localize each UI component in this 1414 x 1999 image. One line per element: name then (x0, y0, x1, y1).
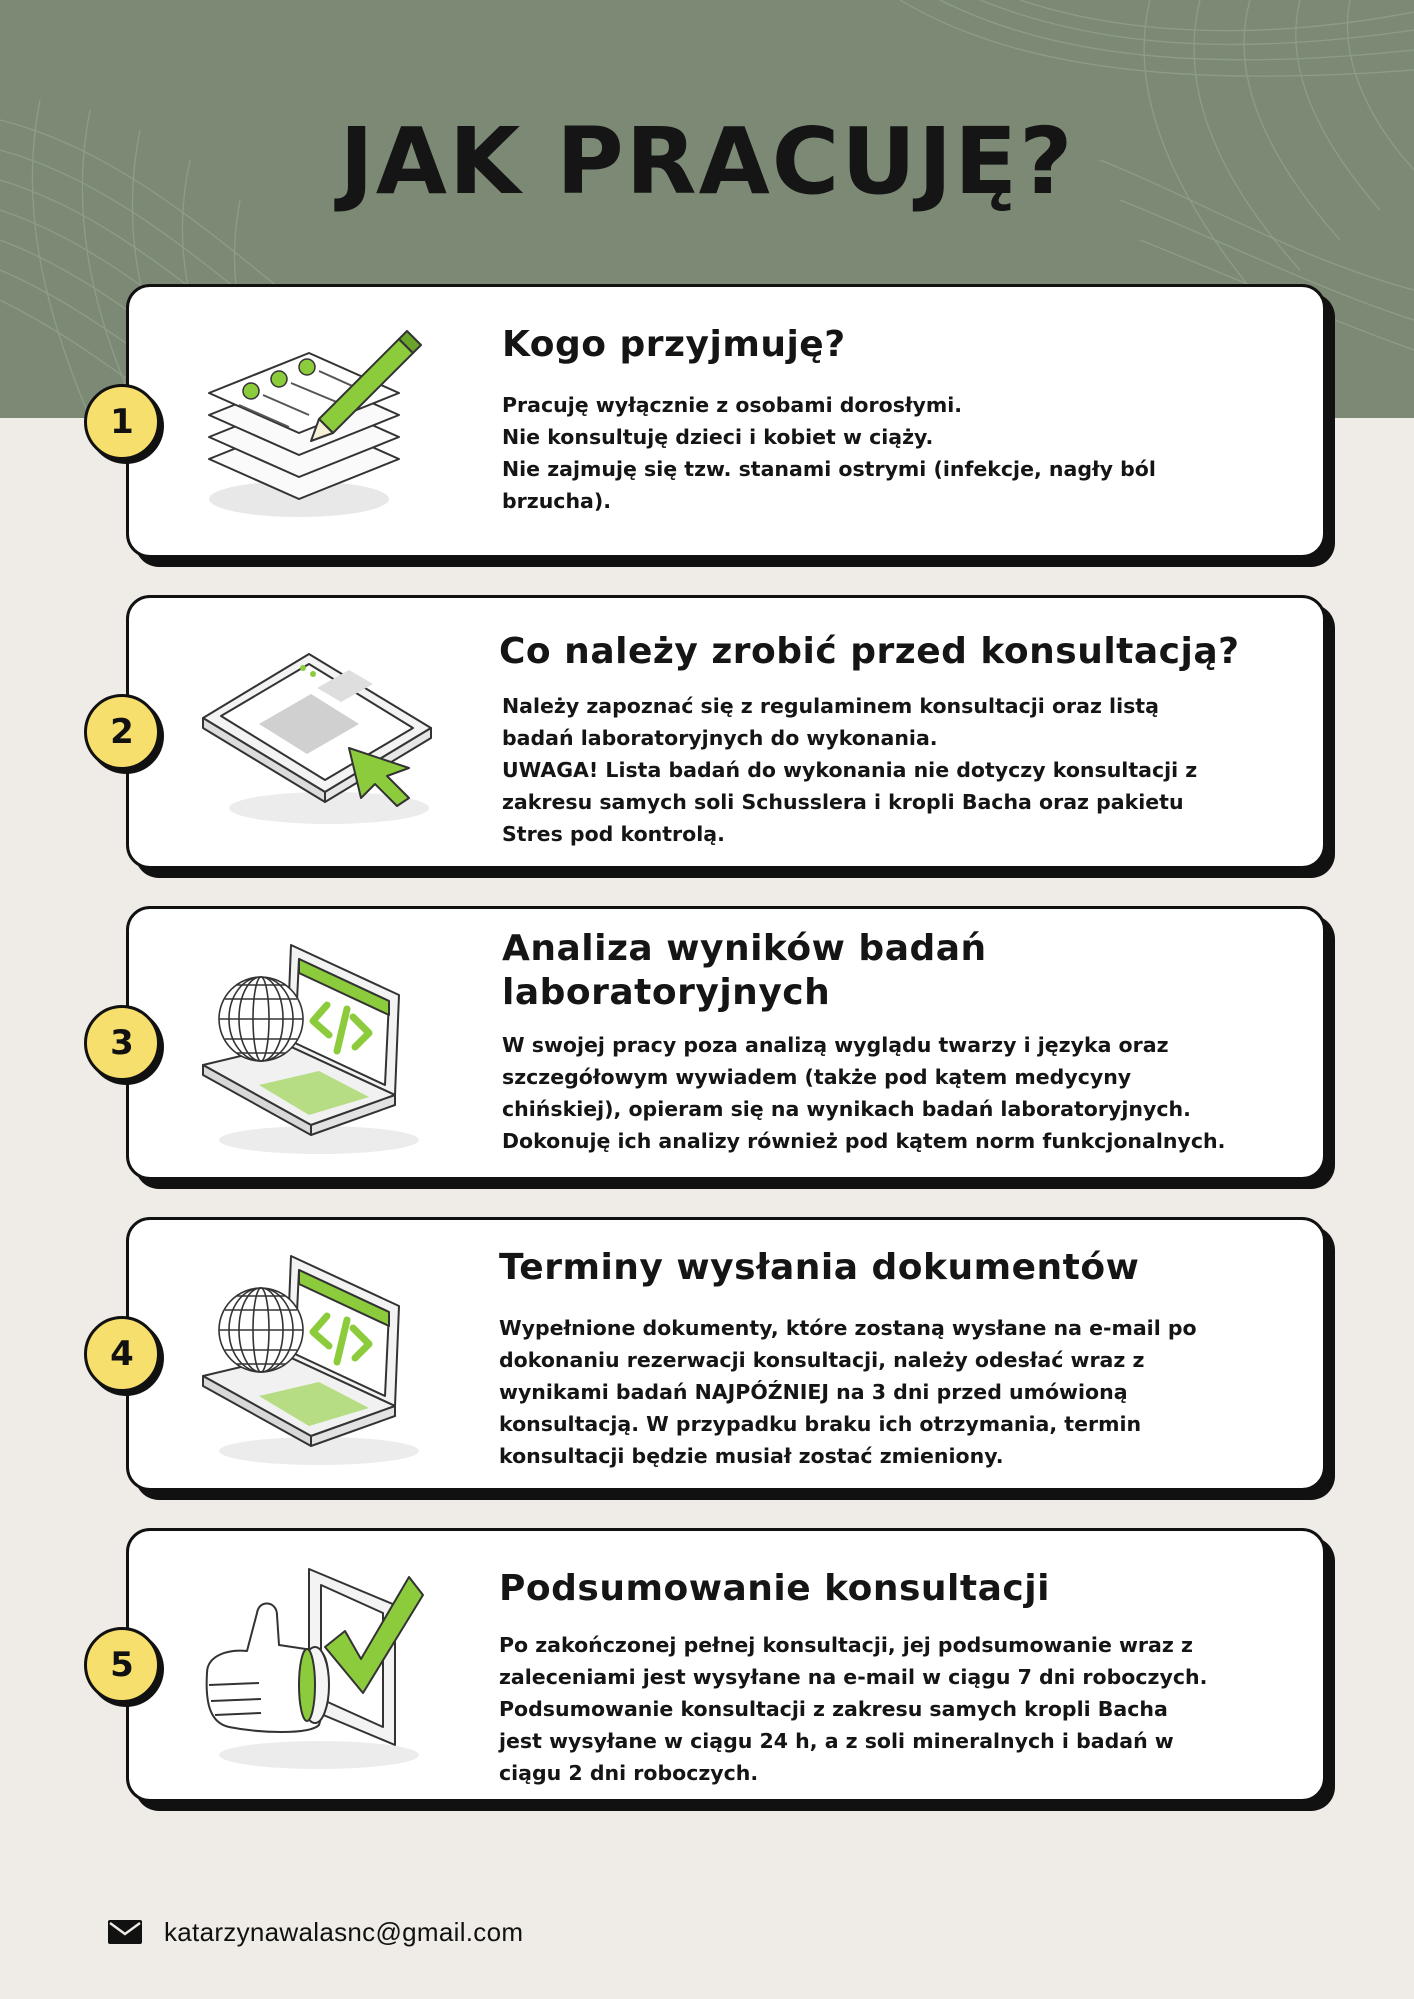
step-title-3 (502, 927, 987, 1015)
step-text-line: brzucha). (502, 489, 612, 513)
laptop-globe-code-icon (199, 935, 429, 1165)
step-card-3 (126, 906, 1326, 1180)
contact-email[interactable]: katarzynawalasnc@gmail.com (164, 1916, 524, 1947)
document-stack-pencil-icon (199, 309, 429, 529)
step-card-2 (126, 595, 1326, 869)
step-text-line: Pracuję wyłącznie z osobami dorosłymi. (502, 393, 963, 417)
step-number-badge-3: 3 (84, 1005, 160, 1081)
step-text-line: UWAGA! Lista badań do wykonania nie dotyczy konsultacji z (502, 758, 1198, 782)
step-text-line: Podsumowanie konsultacji z zakresu samych kropli Bacha (499, 1697, 1168, 1721)
step-text-line: Wypełnione dokumenty, które zostaną wysłane na e-mail po (499, 1316, 1197, 1340)
step-text-line: dokonaniu rezerwacji konsultacji, należy odesłać wraz z (499, 1348, 1145, 1372)
step-text-line: Nie konsultuję dzieci i kobiet w ciąży. (502, 425, 934, 449)
envelope-icon (108, 1920, 142, 1944)
step-text-1 (502, 389, 1156, 517)
step-text-line: Stres pod kontrolą. (502, 822, 725, 846)
step-text-line: Nie zajmuję się tzw. stanami ostrymi (infekcje, nagły ból (502, 457, 1156, 481)
step-text-line: szczegółowym wywiadem (także pod kątem medycyny (502, 1065, 1132, 1089)
step-text-line: wynikami badań NAJPÓŹNIEJ na 3 dni przed umówioną (499, 1380, 1128, 1404)
step-number-badge-1: 1 (84, 384, 160, 460)
step-text-line: Dokonuję ich analizy również pod kątem norm funkcjonalnych. (502, 1129, 1226, 1153)
page-title: JAK PRACUJĘ? (339, 108, 1075, 215)
step-title-line: laboratoryjnych (502, 972, 831, 1013)
step-text-line: zaleceniami jest wysyłane na e-mail w ciągu 7 dni roboczych. (499, 1665, 1208, 1689)
thumbs-up-checkmark-icon (199, 1555, 439, 1785)
step-text-line: konsultacją. W przypadku braku ich otrzymania, termin (499, 1412, 1142, 1436)
browser-cursor-icon (199, 638, 439, 838)
step-text-line: zakresu samych soli Schusslera i kropli Bacha oraz pakietu (502, 790, 1184, 814)
step-text-4 (499, 1312, 1197, 1472)
step-text-3 (502, 1029, 1225, 1157)
step-card-1 (126, 284, 1326, 558)
step-text-line: W swojej pracy poza analizą wyglądu twarzy i języka oraz (502, 1033, 1169, 1057)
step-text-line: chińskiej), opieram się na wynikach badań laboratoryjnych. (502, 1097, 1191, 1121)
step-text-2 (502, 690, 1197, 850)
laptop-globe-code-icon (199, 1246, 429, 1476)
step-title-4: Terminy wysłania dokumentów (499, 1247, 1140, 1288)
step-title-line: Analiza wyników badań (502, 928, 987, 969)
step-text-line: ciągu 2 dni roboczych. (499, 1761, 759, 1785)
step-text-line: Należy zapoznać się z regulaminem konsultacji oraz listą (502, 694, 1159, 718)
step-text-line: konsultacji będzie musiał zostać zmieniony. (499, 1444, 1004, 1468)
step-text-line: jest wysyłane w ciągu 24 h, a z soli mineralnych i badań w (499, 1729, 1174, 1753)
step-number-badge-5: 5 (84, 1627, 160, 1703)
step-title-1: Kogo przyjmuję? (502, 324, 846, 365)
step-title-5: Podsumowanie konsultacji (499, 1568, 1050, 1609)
step-number-badge-4: 4 (84, 1316, 160, 1392)
footer-contact (108, 1912, 523, 1952)
step-card-4 (126, 1217, 1326, 1491)
step-number-badge-2: 2 (84, 694, 160, 770)
step-text-line: badań laboratoryjnych do wykonania. (502, 726, 938, 750)
step-text-5 (499, 1629, 1207, 1789)
step-card-5 (126, 1528, 1326, 1802)
step-text-line: Po zakończonej pełnej konsultacji, jej podsumowanie wraz z (499, 1633, 1193, 1657)
step-title-2: Co należy zrobić przed konsultacją? (499, 631, 1240, 672)
